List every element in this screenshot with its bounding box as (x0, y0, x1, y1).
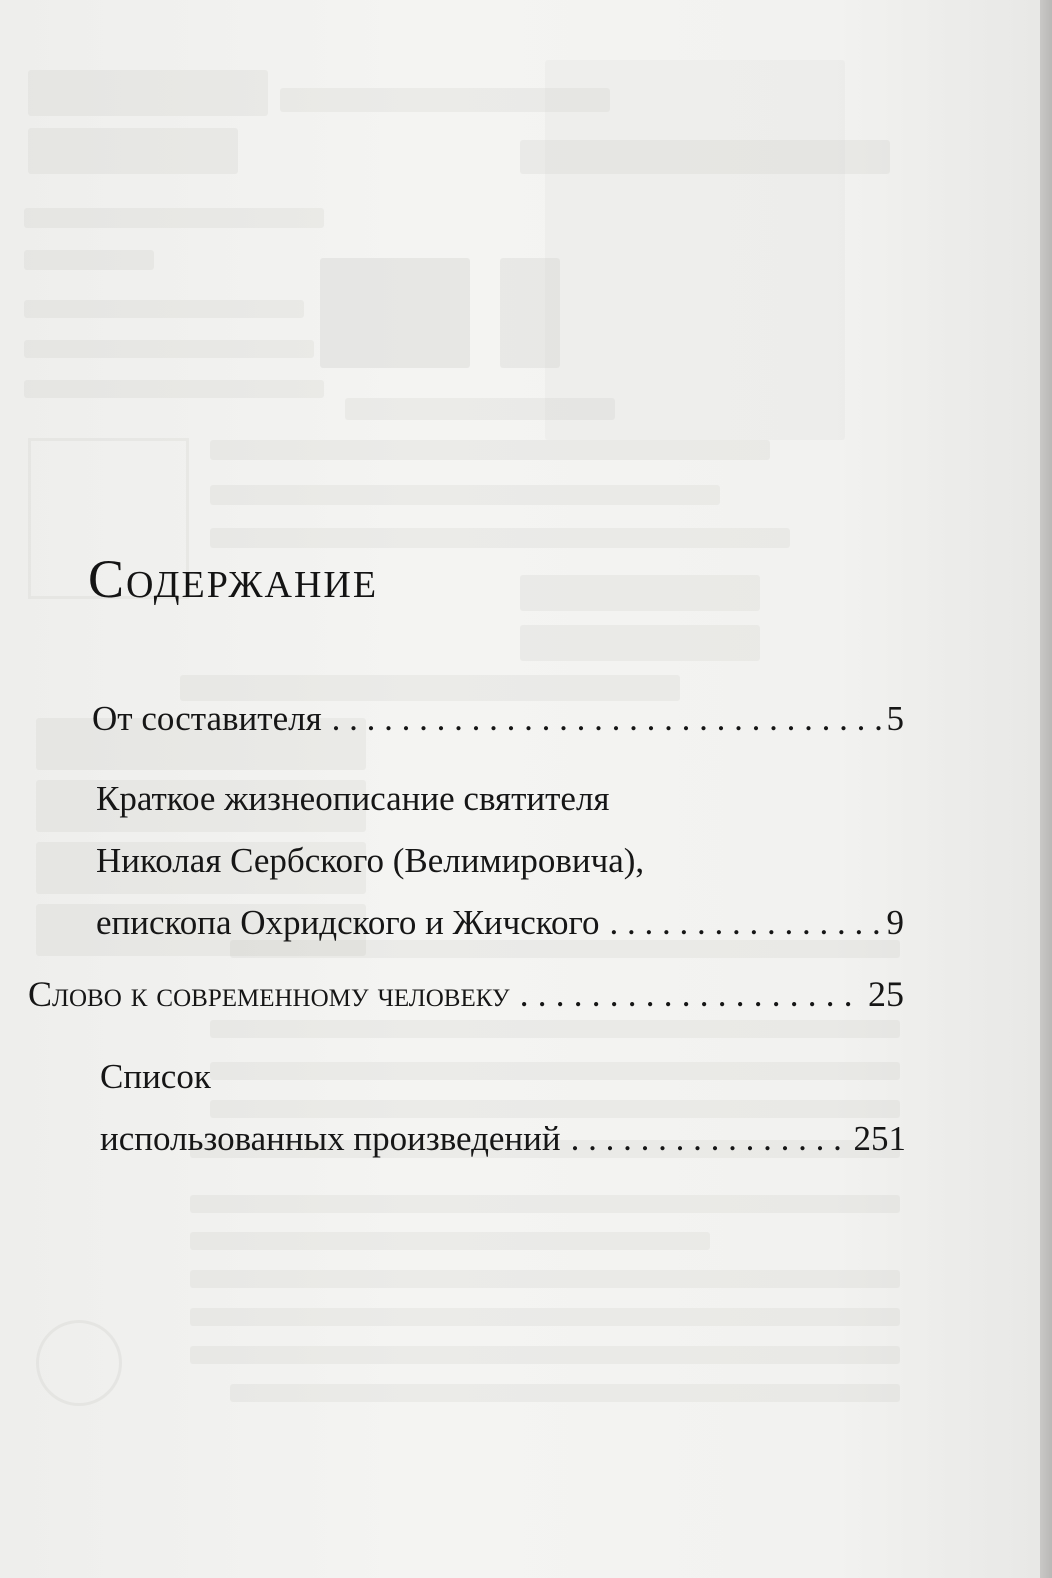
toc-title: Содержание (88, 549, 379, 609)
bleed-through-block (190, 1308, 900, 1326)
bleed-through-block (24, 250, 154, 270)
toc-entry-biography (96, 768, 904, 954)
toc-page-number: 25 (868, 974, 904, 1014)
bleed-through-block (210, 528, 790, 548)
toc-entry-title-line: Николая Сербского (Велимировича), (96, 841, 645, 880)
toc-entry-title: От составителя (92, 699, 322, 738)
page-edge (1040, 0, 1052, 1578)
bleed-through-block (210, 440, 770, 460)
toc-entry-title-line: Краткое жизнеописание святителя (96, 779, 610, 818)
bleed-through-block (520, 575, 760, 611)
bleed-through-block (28, 128, 238, 174)
bleed-through-block (24, 340, 314, 358)
toc-entry-title-line: использованных произведений (100, 1119, 561, 1158)
toc-entry-compiler (92, 688, 904, 750)
toc-page-number: 9 (886, 903, 904, 942)
toc-entry-bibliography (100, 1046, 906, 1170)
bleed-through-block (190, 1195, 900, 1213)
bleed-through-block (230, 1384, 900, 1402)
bleed-through-block (190, 1346, 900, 1364)
bleed-through-block (210, 485, 720, 505)
bleed-through-block (24, 208, 324, 228)
bleed-through-block (190, 1232, 710, 1250)
toc-entry-title-line: епископа Охридского и Жичского (96, 903, 600, 942)
bleed-through-block (520, 625, 760, 661)
toc-leader-dots (610, 892, 883, 954)
toc-entry-title-line: Список (100, 1057, 211, 1096)
toc-page-number: 251 (853, 1119, 906, 1158)
toc-entry-title: Слово к современному человеку (28, 974, 510, 1014)
bleed-through-block (24, 300, 304, 318)
toc-leader-dots (332, 688, 883, 750)
bleed-through-age-badge (36, 1320, 122, 1406)
bleed-through-block (28, 70, 268, 116)
bleed-through-block (345, 398, 615, 420)
bleed-through-block (190, 1270, 900, 1288)
toc-leader-dots (571, 1108, 850, 1170)
toc-leader-dots (520, 963, 864, 1025)
bleed-through-block (320, 258, 470, 368)
toc-page-number: 5 (886, 699, 904, 738)
bleed-through-block (24, 380, 324, 398)
toc-entry-word (28, 963, 904, 1025)
bleed-through-block (545, 60, 845, 440)
